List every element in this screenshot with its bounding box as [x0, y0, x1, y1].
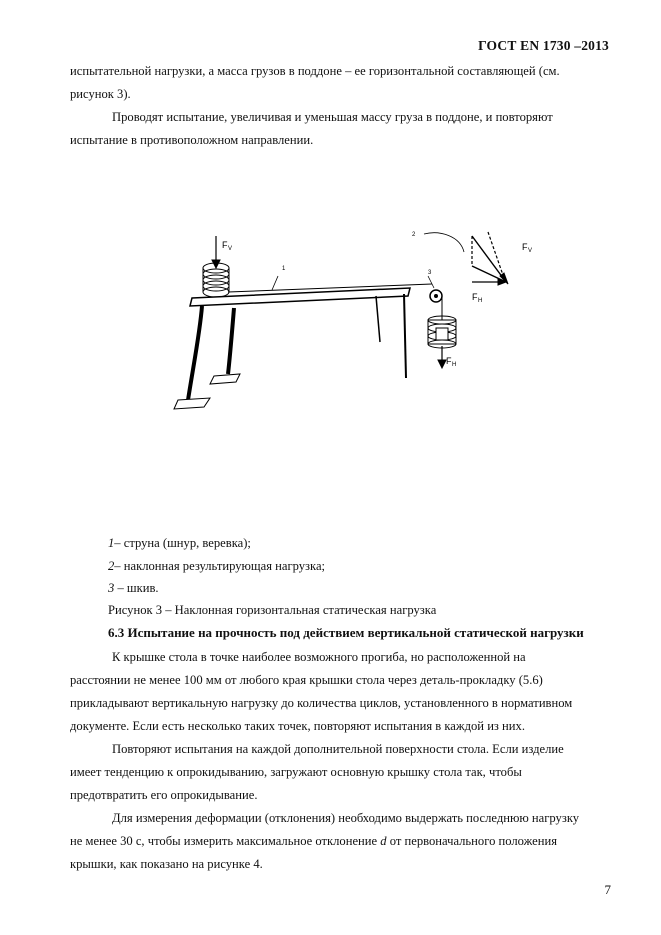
document-header: ГОСТ EN 1730 –2013 — [478, 38, 609, 53]
fv-label-right: F — [522, 242, 528, 252]
fv-subscript: V — [228, 246, 233, 252]
paragraph-line: Повторяют испытания на каждой дополнительной поверхности стола. Если изделие — [112, 742, 564, 756]
paragraph-line: испытательной нагрузки, а масса грузов в поддоне – ее горизонтальной составляющей (см. — [70, 64, 560, 78]
legend-text: – наклонная результирующая нагрузка; — [114, 559, 326, 573]
fh-subscript-hang: H — [452, 362, 457, 368]
paragraph-line: имеет тенденцию к опрокидыванию, загружают основную крышку стола так, чтобы — [70, 765, 522, 779]
callout-2: 2 — [412, 232, 416, 238]
figure-3-diagram — [170, 222, 550, 422]
fv-subscript-right: V — [528, 248, 533, 254]
paragraph-line — [70, 834, 557, 849]
fh-label-right: F — [472, 292, 478, 302]
paragraph-line: предотвратить его опрокидывание. — [70, 788, 258, 802]
legend-item — [108, 536, 251, 551]
callout-leader — [272, 276, 278, 290]
floor-stop — [210, 374, 240, 384]
callout-1: 1 — [282, 266, 286, 272]
paragraph-line: документе. Если есть несколько таких точек, повторяют испытания в каждой из них. — [70, 719, 525, 733]
legend-item — [108, 559, 325, 574]
text-run: от первоначального положения — [386, 834, 558, 848]
variable-d: d — [380, 834, 387, 848]
table-leg — [404, 294, 406, 378]
legend-text: – шкив. — [114, 581, 159, 595]
weight-disc — [203, 287, 229, 297]
section-heading: 6.3 Испытание на прочность под действием вертикальной статической нагрузки — [108, 625, 584, 640]
callout-leader — [428, 276, 434, 288]
page-number: 7 — [604, 882, 611, 897]
fv-label: F — [222, 240, 228, 250]
legend-item — [108, 581, 159, 596]
text-run: не менее 30 с, чтобы измерить максимальное отклонение — [70, 834, 381, 848]
callout-leader — [424, 233, 464, 252]
weight-disc — [203, 281, 229, 291]
weight-disc — [203, 275, 229, 285]
callout-3: 3 — [428, 270, 432, 276]
paragraph-line: К крышке стола в точке наиболее возможного прогиба, но расположенной на — [112, 650, 526, 664]
legend-number: 3 — [108, 581, 115, 595]
fh-label-hang: F — [446, 356, 452, 366]
weight-disc — [203, 269, 229, 279]
paragraph-line: Проводят испытание, увеличивая и уменьшая массу груза в поддоне, и повторяют — [112, 110, 553, 124]
paragraph-line: расстоянии не менее 100 мм от любого края крышки стола через деталь-прокладку (5.6) — [70, 673, 543, 687]
paragraph-line: прикладывают вертикальную нагрузку до количества циклов, установленного в нормативном — [70, 696, 573, 710]
figure-caption: Рисунок 3 – Наклонная горизонтальная статическая нагрузка — [108, 603, 437, 617]
paragraph-line: крышки, как показано на рисунке 4. — [70, 857, 263, 871]
paragraph-line: Для измерения деформации (отклонения) необходимо выдержать последнюю нагрузку — [112, 811, 580, 825]
paragraph-line: испытание в противоположном направлении. — [70, 133, 314, 147]
legend-number: 1 — [108, 536, 115, 550]
floor-stop — [174, 398, 210, 409]
table-leg — [376, 296, 380, 342]
table-leg — [188, 306, 202, 400]
legend-number: 2 — [108, 559, 115, 573]
fh-subscript-right: H — [478, 298, 483, 304]
legend-text: – струна (шнур, веревка); — [114, 536, 251, 550]
table-leg — [228, 308, 234, 374]
paragraph-line: рисунок 3). — [70, 87, 131, 101]
